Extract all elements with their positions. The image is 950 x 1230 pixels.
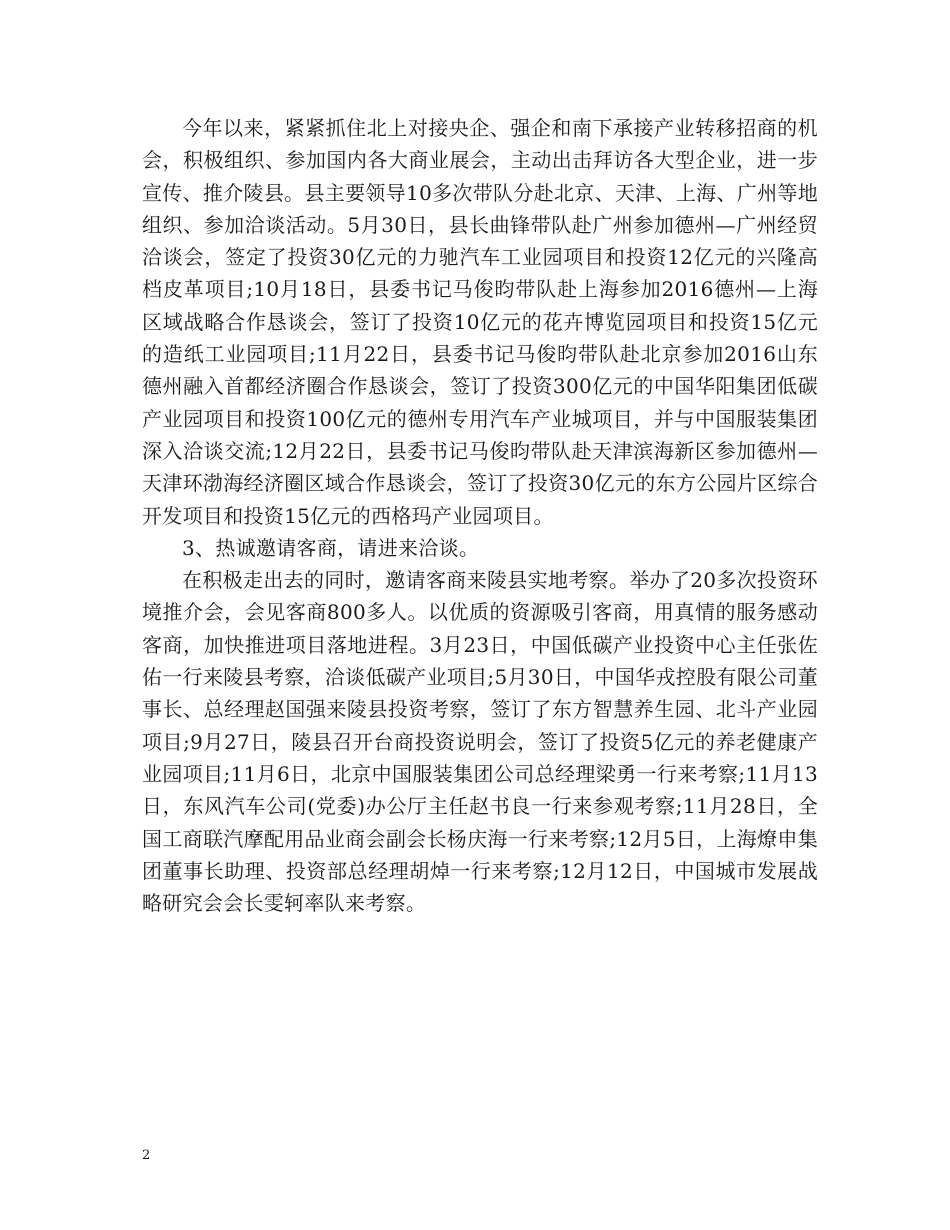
section-heading-invite-investors: 3、热诚邀请客商，请进来洽谈。	[182, 535, 480, 560]
paragraph-inbound-visits: 在积极走出去的同时，邀请客商来陵县实地考察。举办了20多次投资环境推介会，会见客商800多人。以优质的资源吸引客商，用真情的服务感动客商，加快推进项目落地进程。3月23日，中国低碳产业投资中心主任张佐佑一行来陵县考察，洽谈低碳产业项目;5月30日，中国华戎控股有限公司董事长、总经理赵国强来陵县投资考察，签订了东方智慧养生园、北斗产业园项目;9月27日，陵县召开台商投资说明会，签订了投资5亿元的养老健康产业园项目;11月6日，北京中国服装集团公司总经理梁勇一行来考察;11月13日，东风汽车公司(党委)办公厅主任赵书良一行来参观考察;11月28日，全国工商联汽摩配用品业商会副会长杨庆海一行来考察;12月5日，上海燎申集团董事长助理、投资部总经理胡焯一行来考察;12月12日，中国城市发展战略研究会会长雯轲率队来考察。	[142, 568, 818, 916]
page-number: 2	[142, 1148, 151, 1163]
paragraph-outbound-negotiations: 今年以来，紧紧抓住北上对接央企、强企和南下承接产业转移招商的机会，积极组织、参加国内各大商业展会，主动出击拜访各大型企业，进一步宣传、推介陵县。县主要领导10多次带队分赴北京、天津、上海、广州等地组织、参加洽谈活动。5月30日，县长曲锋带队赴广州参加德州—广州经贸洽谈会，签定了投资30亿元的力驰汽车工业园项目和投资12亿元的兴隆高档皮革项目;10月18日，县委书记马俊昀带队赴上海参加2016德州—上海区域战略合作恳谈会，签订了投资10亿元的花卉博览园项目和投资15亿元的造纸工业园项目;11月22日，县委书记马俊昀带队赴北京参加2016山东德州融入首都经济圈合作恳谈会，签订了投资300亿元的中国华阳集团低碳产业园项目和投资100亿元的德州专用汽车产业城项目，并与中国服装集团深入洽谈交流;12月22日，县委书记马俊昀带队赴天津滨海新区参加德州—天津环渤海经济圈区域合作恳谈会，签订了投资30亿元的东方公园片区综合开发项目和投资15亿元的西格玛产业园项目。	[142, 116, 818, 528]
document-body	[142, 112, 818, 919]
